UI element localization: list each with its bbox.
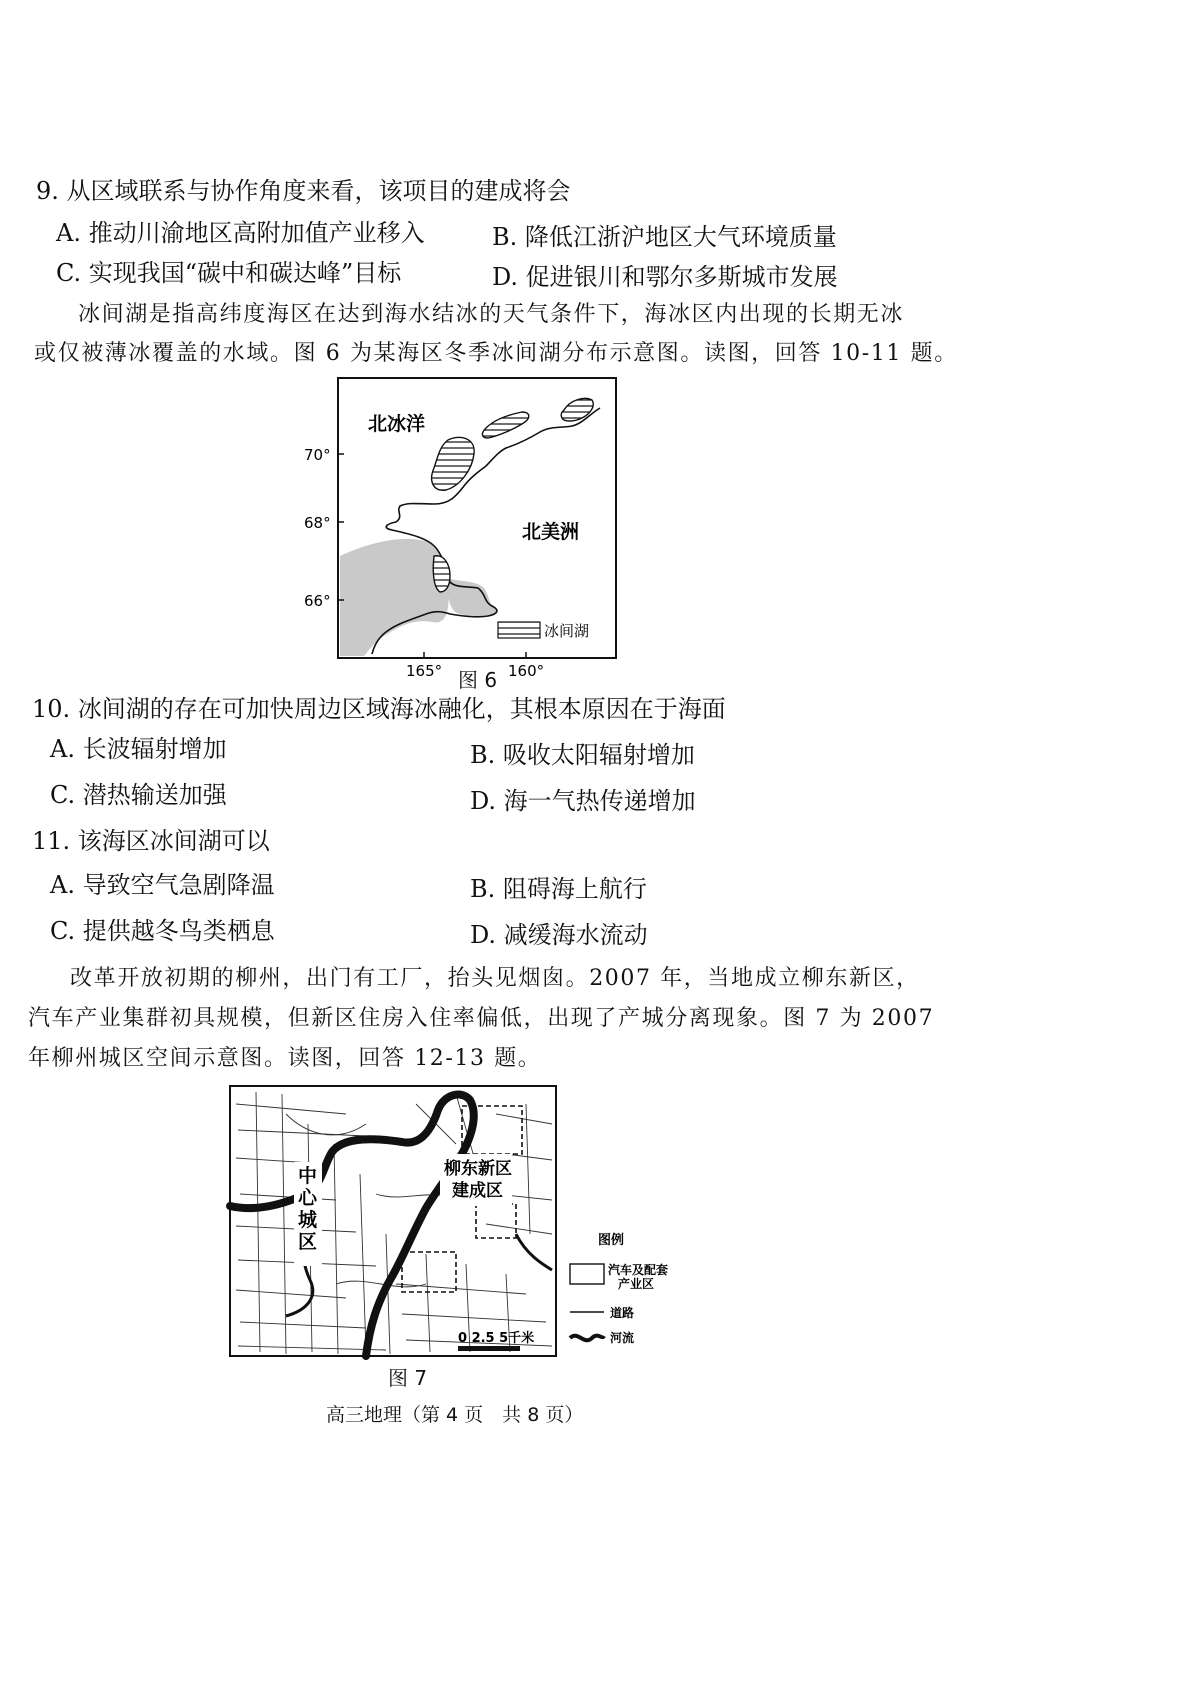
q10-option-b: B. 吸收太阳辐射增加	[470, 741, 695, 769]
q11-option-d: D. 减缓海水流动	[470, 921, 648, 949]
scale-label: 0 2.5 5千米	[458, 1331, 535, 1346]
lon-165-label: 165°	[406, 662, 443, 680]
figure-7-map	[226, 1084, 686, 1364]
figure-7-caption: 图 7	[388, 1366, 428, 1390]
q9-stem: 9. 从区域联系与协作角度来看，该项目的建成将会	[36, 177, 571, 205]
q11-option-b: B. 阻碍海上航行	[470, 875, 647, 903]
legend-industry-label: 汽车及配套 产业区	[608, 1263, 669, 1291]
q11-stem: 11. 该海区冰间湖可以	[32, 827, 270, 855]
label-central-city: 中 心 城 区	[298, 1165, 318, 1253]
page-footer: 高三地理（第 4 页 共 8 页）	[326, 1404, 584, 1426]
q10-stem: 10. 冰间湖的存在可加快周边区域海冰融化，其根本原因在于海面	[32, 695, 726, 723]
intro3-line1: 改革开放初期的柳州，出门有工厂，抬头见烟囱。2007 年，当地成立柳东新区，	[70, 966, 920, 991]
q9-option-d: D. 促进银川和鄂尔多斯城市发展	[492, 263, 838, 291]
figure-6-map	[300, 374, 630, 688]
legend-polynya-label: 冰间湖	[544, 622, 590, 640]
label-north-america: 北美洲	[522, 521, 580, 543]
q10-option-d: D. 海一气热传递增加	[470, 787, 696, 815]
label-new-district: 柳东新区 建成区	[444, 1159, 512, 1201]
lon-160-label: 160°	[508, 662, 545, 680]
intro2-line1: 冰间湖是指高纬度海区在达到海水结冰的天气条件下，海冰区内出现的长期无冰	[78, 302, 905, 327]
q9-option-b: B. 降低江浙沪地区大气环境质量	[492, 223, 837, 251]
legend-title: 图例	[598, 1233, 625, 1248]
q10-option-c: C. 潜热输送加强	[50, 781, 227, 809]
q11-option-a: A. 导致空气急剧降温	[50, 871, 275, 899]
intro3-line3: 年柳州城区空间示意图。读图，回答 12-13 题。	[28, 1046, 542, 1071]
label-arctic-ocean: 北冰洋	[368, 413, 426, 435]
figure-6-caption: 图 6	[458, 668, 498, 692]
intro2-line2: 或仅被薄冰覆盖的水域。图 6 为某海区冬季冰间湖分布示意图。读图，回答 10-11 题。	[34, 341, 958, 366]
legend-road-label: 道路	[610, 1306, 635, 1320]
q9-option-c: C. 实现我国“碳中和碳达峰”目标	[56, 259, 402, 287]
q9-option-a: A. 推动川渝地区高附加值产业移入	[56, 219, 425, 247]
lat-70-label: 70°	[304, 446, 331, 464]
q10-option-a: A. 长波辐射增加	[50, 735, 227, 763]
legend-river-label: 河流	[610, 1331, 635, 1345]
lat-66-label: 66°	[304, 592, 331, 610]
lat-68-label: 68°	[304, 514, 331, 532]
q11-option-c: C. 提供越冬鸟类栖息	[50, 917, 275, 945]
intro3-line2: 汽车产业集群初具规模，但新区住房入住率偏低，出现了产城分离现象。图 7 为 2007	[28, 1006, 935, 1031]
